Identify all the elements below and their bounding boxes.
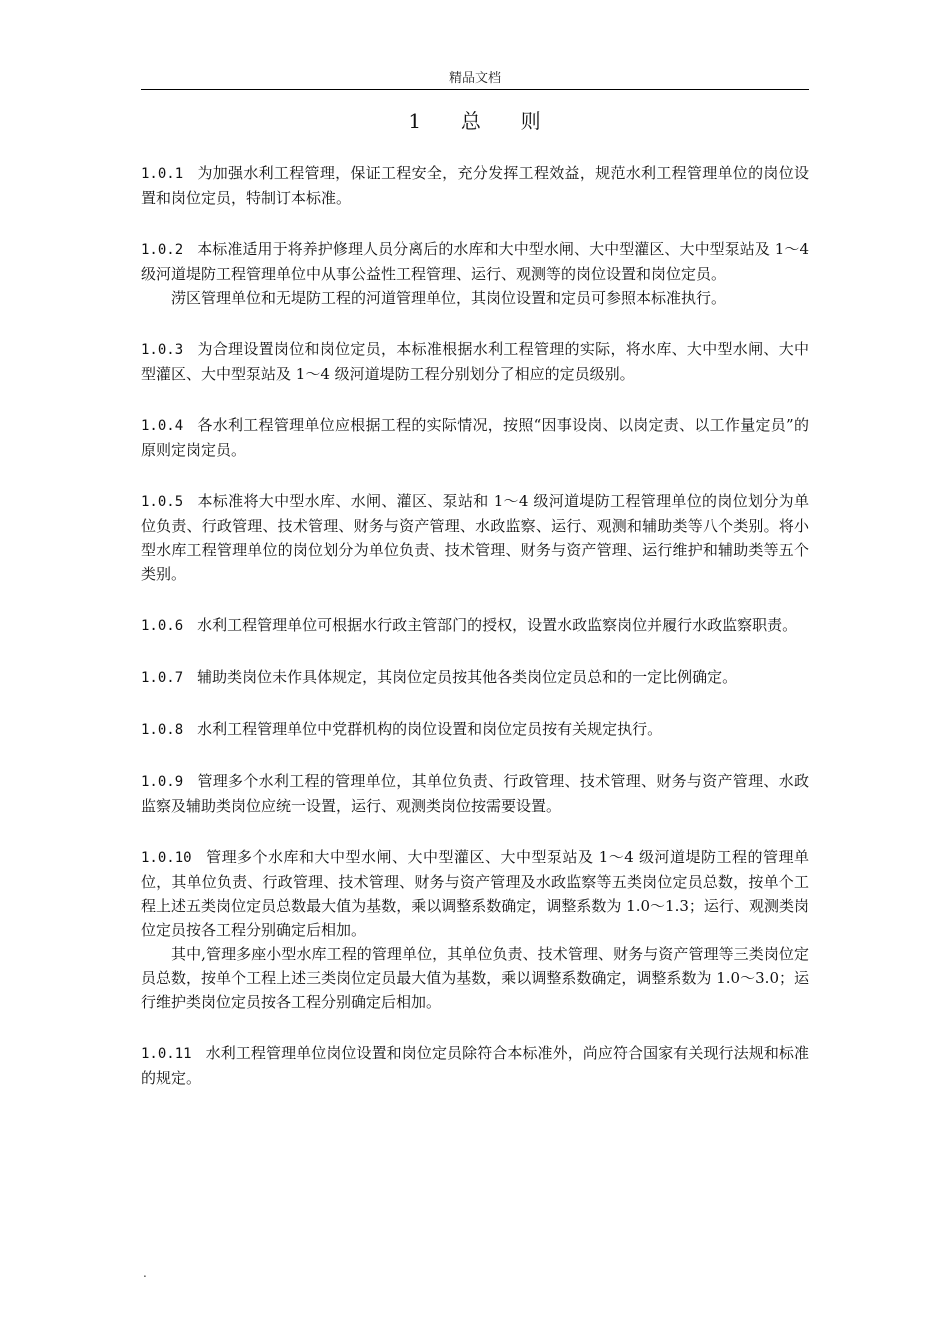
clause-number: 1.0.4 (141, 418, 184, 434)
clause-1-0-2 (141, 237, 809, 310)
clause-number: 1.0.11 (141, 1046, 192, 1062)
clause-1-0-7 (141, 665, 809, 690)
clause-1-0-5 (141, 489, 809, 586)
clause-1-0-10 (141, 845, 809, 1014)
clause-1-0-3 (141, 337, 809, 386)
clause-text: 各水利工程管理单位应根据工程的实际情况，按照“因事设岗、以岗定责、以工作量定员”的原则定岗定员。 (141, 416, 809, 459)
clause-text: 管理多个水利工程的管理单位，其单位负责、行政管理、技术管理、财务与资产管理、水政监察及辅助类岗位应统一设置，运行、观测类岗位按需要设置。 (141, 772, 809, 815)
clause-number: 1.0.7 (141, 670, 184, 686)
header-divider (141, 89, 809, 90)
page-header-label: 精品文档 (448, 71, 501, 86)
clause-text: 水利工程管理单位岗位设置和岗位定员除符合本标准外，尚应符合国家有关现行法规和标准的规定。 (141, 1044, 809, 1087)
clause-text: 本标准适用于将养护修理人员分离后的水库和大中型水闸、大中型灌区、大中型泵站及 1～4 级河道堤防工程管理单位中从事公益性工程管理、运行、观测等的岗位设置和岗位定员。 (141, 240, 809, 283)
clause-1-0-6 (141, 613, 809, 638)
clause-text: 水利工程管理单位可根据水行政主管部门的授权，设置水政监察岗位并履行水政监察职责。 (197, 616, 798, 634)
clause-text: 管理多个水库和大中型水闸、大中型灌区、大中型泵站及 1～4 级河道堤防工程的管理单位，其单位负责、行政管理、技术管理、财务与资产管理及水政监察等五类岗位定员总数，按单个工程上述五类岗位定员总数最大值为基数，乘以调整系数确定，调整系数为 1.0～1.3；运行、观测类岗位定员按各工程分别确定后相加。 (141, 848, 809, 939)
clause-1-0-4 (141, 413, 809, 462)
clause-1-0-8 (141, 717, 809, 742)
clause-text: 辅助类岗位未作具体规定，其岗位定员按其他各类岗位定员总和的一定比例确定。 (197, 668, 738, 686)
clause-text: 为合理设置岗位和岗位定员，本标准根据水利工程管理的实际，将水库、大中型水闸、大中型灌区、大中型泵站及 1～4 级河道堤防工程分别划分了相应的定员级别。 (141, 340, 809, 383)
clause-number: 1.0.10 (141, 850, 192, 866)
clause-text: 本标准将大中型水库、水闸、灌区、泵站和 1～4 级河道堤防工程管理单位的岗位划分为单位负责、行政管理、技术管理、财务与资产管理、水政监察、运行、观测和辅助类等八个类别。将小型水库工程管理单位的岗位划分为单位负责、技术管理、财务与资产管理、运行维护和辅助类等五个类别。 (141, 492, 809, 583)
clause-number: 1.0.9 (141, 774, 184, 790)
clause-number: 1.0.2 (141, 242, 184, 258)
footer-mark: . (143, 1266, 147, 1280)
clause-1-0-11 (141, 1041, 809, 1090)
clause-extra-text: 其中,管理多座小型水库工程的管理单位，其单位负责、技术管理、财务与资产管理等三类岗位定员总数，按单个工程上述三类岗位定员最大值为基数，乘以调整系数确定，调整系数为 1.0～3.0；运行维护类岗位定员按各工程分别确定后相加。 (141, 945, 809, 1011)
clause-number: 1.0.6 (141, 618, 184, 634)
clause-text: 水利工程管理单位中党群机构的岗位设置和岗位定员按有关规定执行。 (197, 720, 663, 738)
clause-number: 1.0.5 (141, 494, 184, 510)
document-body (141, 161, 809, 1117)
clause-number: 1.0.8 (141, 722, 184, 738)
clause-extra-text: 涝区管理单位和无堤防工程的河道管理单位，其岗位设置和定员可参照本标准执行。 (171, 289, 727, 307)
clause-1-0-9 (141, 769, 809, 818)
clause-number: 1.0.1 (141, 166, 184, 182)
chapter-title: 1 总 则 (408, 109, 542, 133)
clause-text: 为加强水利工程管理，保证工程安全，充分发挥工程效益，规范水利工程管理单位的岗位设置和岗位定员，特制订本标准。 (141, 164, 809, 207)
clause-1-0-1 (141, 161, 809, 210)
clause-number: 1.0.3 (141, 342, 184, 358)
